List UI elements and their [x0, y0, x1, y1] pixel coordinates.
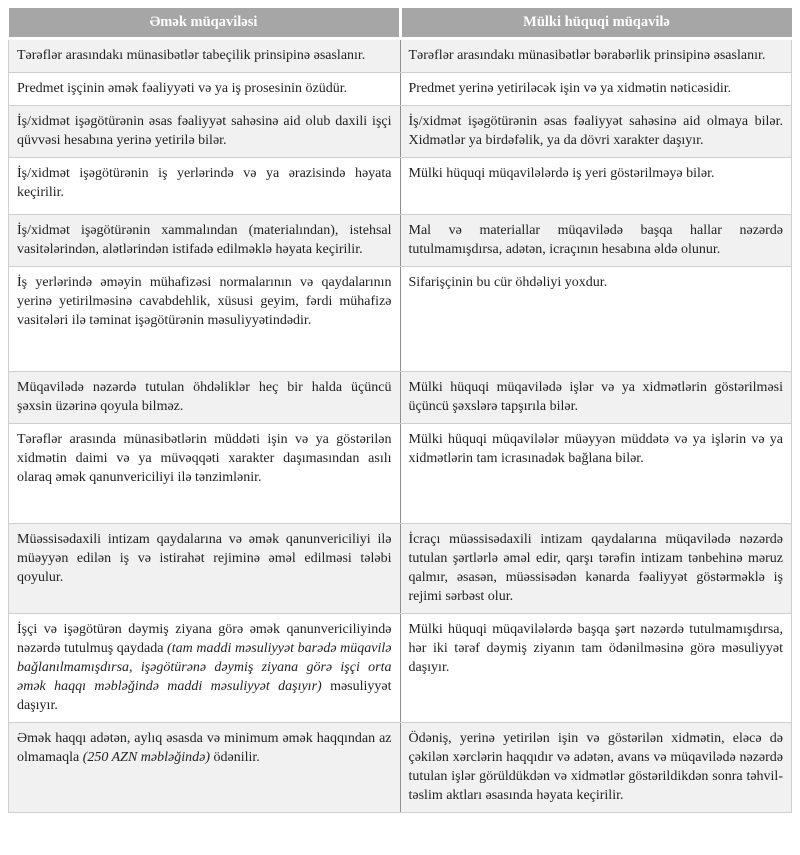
labor-cell-text: ödənilir. — [209, 749, 260, 765]
civil-cell: Mal və materiallar müqavilədə başqa hallar nəzərdə tutulmamışdırsa, adətən, icraçının hesabına əldə olunur. — [400, 214, 792, 266]
table-body — [9, 38, 792, 812]
labor-cell: İş/xidmət işəgötürənin əsas fəaliyyət sahəsinə aid olub daxili işçi qüvvəsi hesabına yerinə yetirilə bilər. — [9, 105, 401, 157]
civil-cell: Predmet yerinə yetiriləcək işin və ya xidmətin nəticəsidir. — [400, 72, 792, 105]
column-header-civil-contract: Mülki hüquqi müqavilə — [400, 8, 792, 38]
labor-cell: Tərəflər arasındakı münasibətlər tabeçilik prinsipinə əsaslanır. — [9, 38, 401, 72]
civil-cell: Tərəflər arasındakı münasibətlər bərabərlik prinsipinə əsaslanır. — [400, 38, 792, 72]
civil-cell: Mülki hüquqi müqavilələrdə iş yeri göstərilməyə bilər. — [400, 157, 792, 214]
column-header-labor-contract: Əmək müqaviləsi — [9, 8, 401, 38]
labor-cell: Müəssisədaxili intizam qaydalarına və əmək qanunvericiliyi ilə müəyyən edilən iş və istirahət rejiminə əməl edilməsi tələbi qoyulur. — [9, 523, 401, 613]
table-row — [9, 722, 792, 812]
labor-cell-text: Əmək haqqı adətən, aylıq əsasda və minimum əmək haqqından az olmamaqla — [17, 730, 392, 765]
table-row — [9, 214, 792, 266]
table-row — [9, 72, 792, 105]
civil-cell: İş/xidmət işəgötürənin əsas fəaliyyət sahəsinə aid olmaya bilər. Xidmətlər ya birdəfəlik, ya da dövri xarakter daşıyır. — [400, 105, 792, 157]
table-row — [9, 105, 792, 157]
labor-cell: Müqavilədə nəzərdə tutulan öhdəliklər heç bir halda üçüncü şəxsin üzərinə qoyula bilməz. — [9, 371, 401, 423]
labor-cell-italic-note: (250 AZN məbləğində) — [82, 749, 210, 765]
table-row — [9, 157, 792, 214]
labor-cell — [9, 613, 401, 722]
table-row — [9, 523, 792, 613]
table-row — [9, 371, 792, 423]
labor-cell: İş yerlərində əməyin mühafizəsi normalarının və qaydalarının yerinə yetirilməsinə cavabdehlik, xüsusi geyim, fərdi mühafizə vasitələri ilə təminat işəgötürənin məsuliyyətindədir. — [9, 266, 401, 371]
labor-cell: Predmet işçinin əmək fəaliyyəti və ya iş prosesinin özüdür. — [9, 72, 401, 105]
civil-cell: Sifarişçinin bu cür öhdəliyi yoxdur. — [400, 266, 792, 371]
civil-cell: Mülki hüquqi müqavilələrdə başqa şərt nəzərdə tutulmamışdırsa, hər iki tərəf dəymiş ziyanın tam ödənilməsinə görə məsuliyyət daşıyır. — [400, 613, 792, 722]
table-row — [9, 613, 792, 722]
table-row — [9, 38, 792, 72]
table-row — [9, 423, 792, 523]
labor-cell: İş/xidmət işəgötürənin iş yerlərində və ya ərazisində həyata keçirilir. — [9, 157, 401, 214]
civil-cell: Ödəniş, yerinə yetirilən işin və göstərilən xidmətin, eləcə də çəkilən xərclərin haqqıdır və adətən, avans və müqavilədə nəzərdə tutulan işlər görüldükdən və xidmətlər göstərildikdən sonra təhvil-təslim aktları əsasında həyata keçirilir. — [400, 722, 792, 812]
table-row — [9, 266, 792, 371]
labor-cell: Tərəflər arasında münasibətlərin müddəti işin və ya göstərilən xidmətin daimi və ya müvəqqəti xarakter daşımasından asılı olaraq əmək qanunvericiliyi ilə tənzimlənir. — [9, 423, 401, 523]
labor-cell-text: məsuliyyət daşıyır. — [17, 678, 392, 713]
header-row — [9, 8, 792, 38]
labor-cell: İş/xidmət işəgötürənin xammalından (materialından), istehsal vasitələrindən, alətlərindən istifadə edilməklə həyata keçirilir. — [9, 214, 401, 266]
civil-cell: Mülki hüquqi müqavilələr müəyyən müddətə və ya işlərin və ya xidmətlərin tam icrasınadək bağlana bilər. — [400, 423, 792, 523]
table-header — [9, 8, 792, 38]
labor-cell — [9, 722, 401, 812]
civil-cell: Mülki hüquqi müqavilədə işlər və ya xidmətlərin göstərilməsi üçüncü şəxslərə tapşırıla bilər. — [400, 371, 792, 423]
labor-cell-text: İşçi və işəgötürən dəymiş ziyana görə əmək qanunvericiliyində nəzərdə tutulmuş qaydada — [17, 621, 392, 656]
civil-cell: İcraçı müəssisədaxili intizam qaydalarına müqavilədə nəzərdə tutulan şərtlərlə əməl edir, qarşı tərəfin intizam tənbehinə məruz qalmır, əsasən, müəssisədən kənarda fəaliyyət göstərməklə iş rejimi sərbəst olur. — [400, 523, 792, 613]
contract-comparison-table — [8, 8, 792, 813]
labor-cell-italic-note: (tam maddi məsuliyyət barədə müqavilə bağlanılmamışdırsa, işəgötürənə dəymiş ziyana görə işçi orta əmək haqqı məbləğində maddi məsuliyyət daşıyır) — [17, 640, 392, 694]
